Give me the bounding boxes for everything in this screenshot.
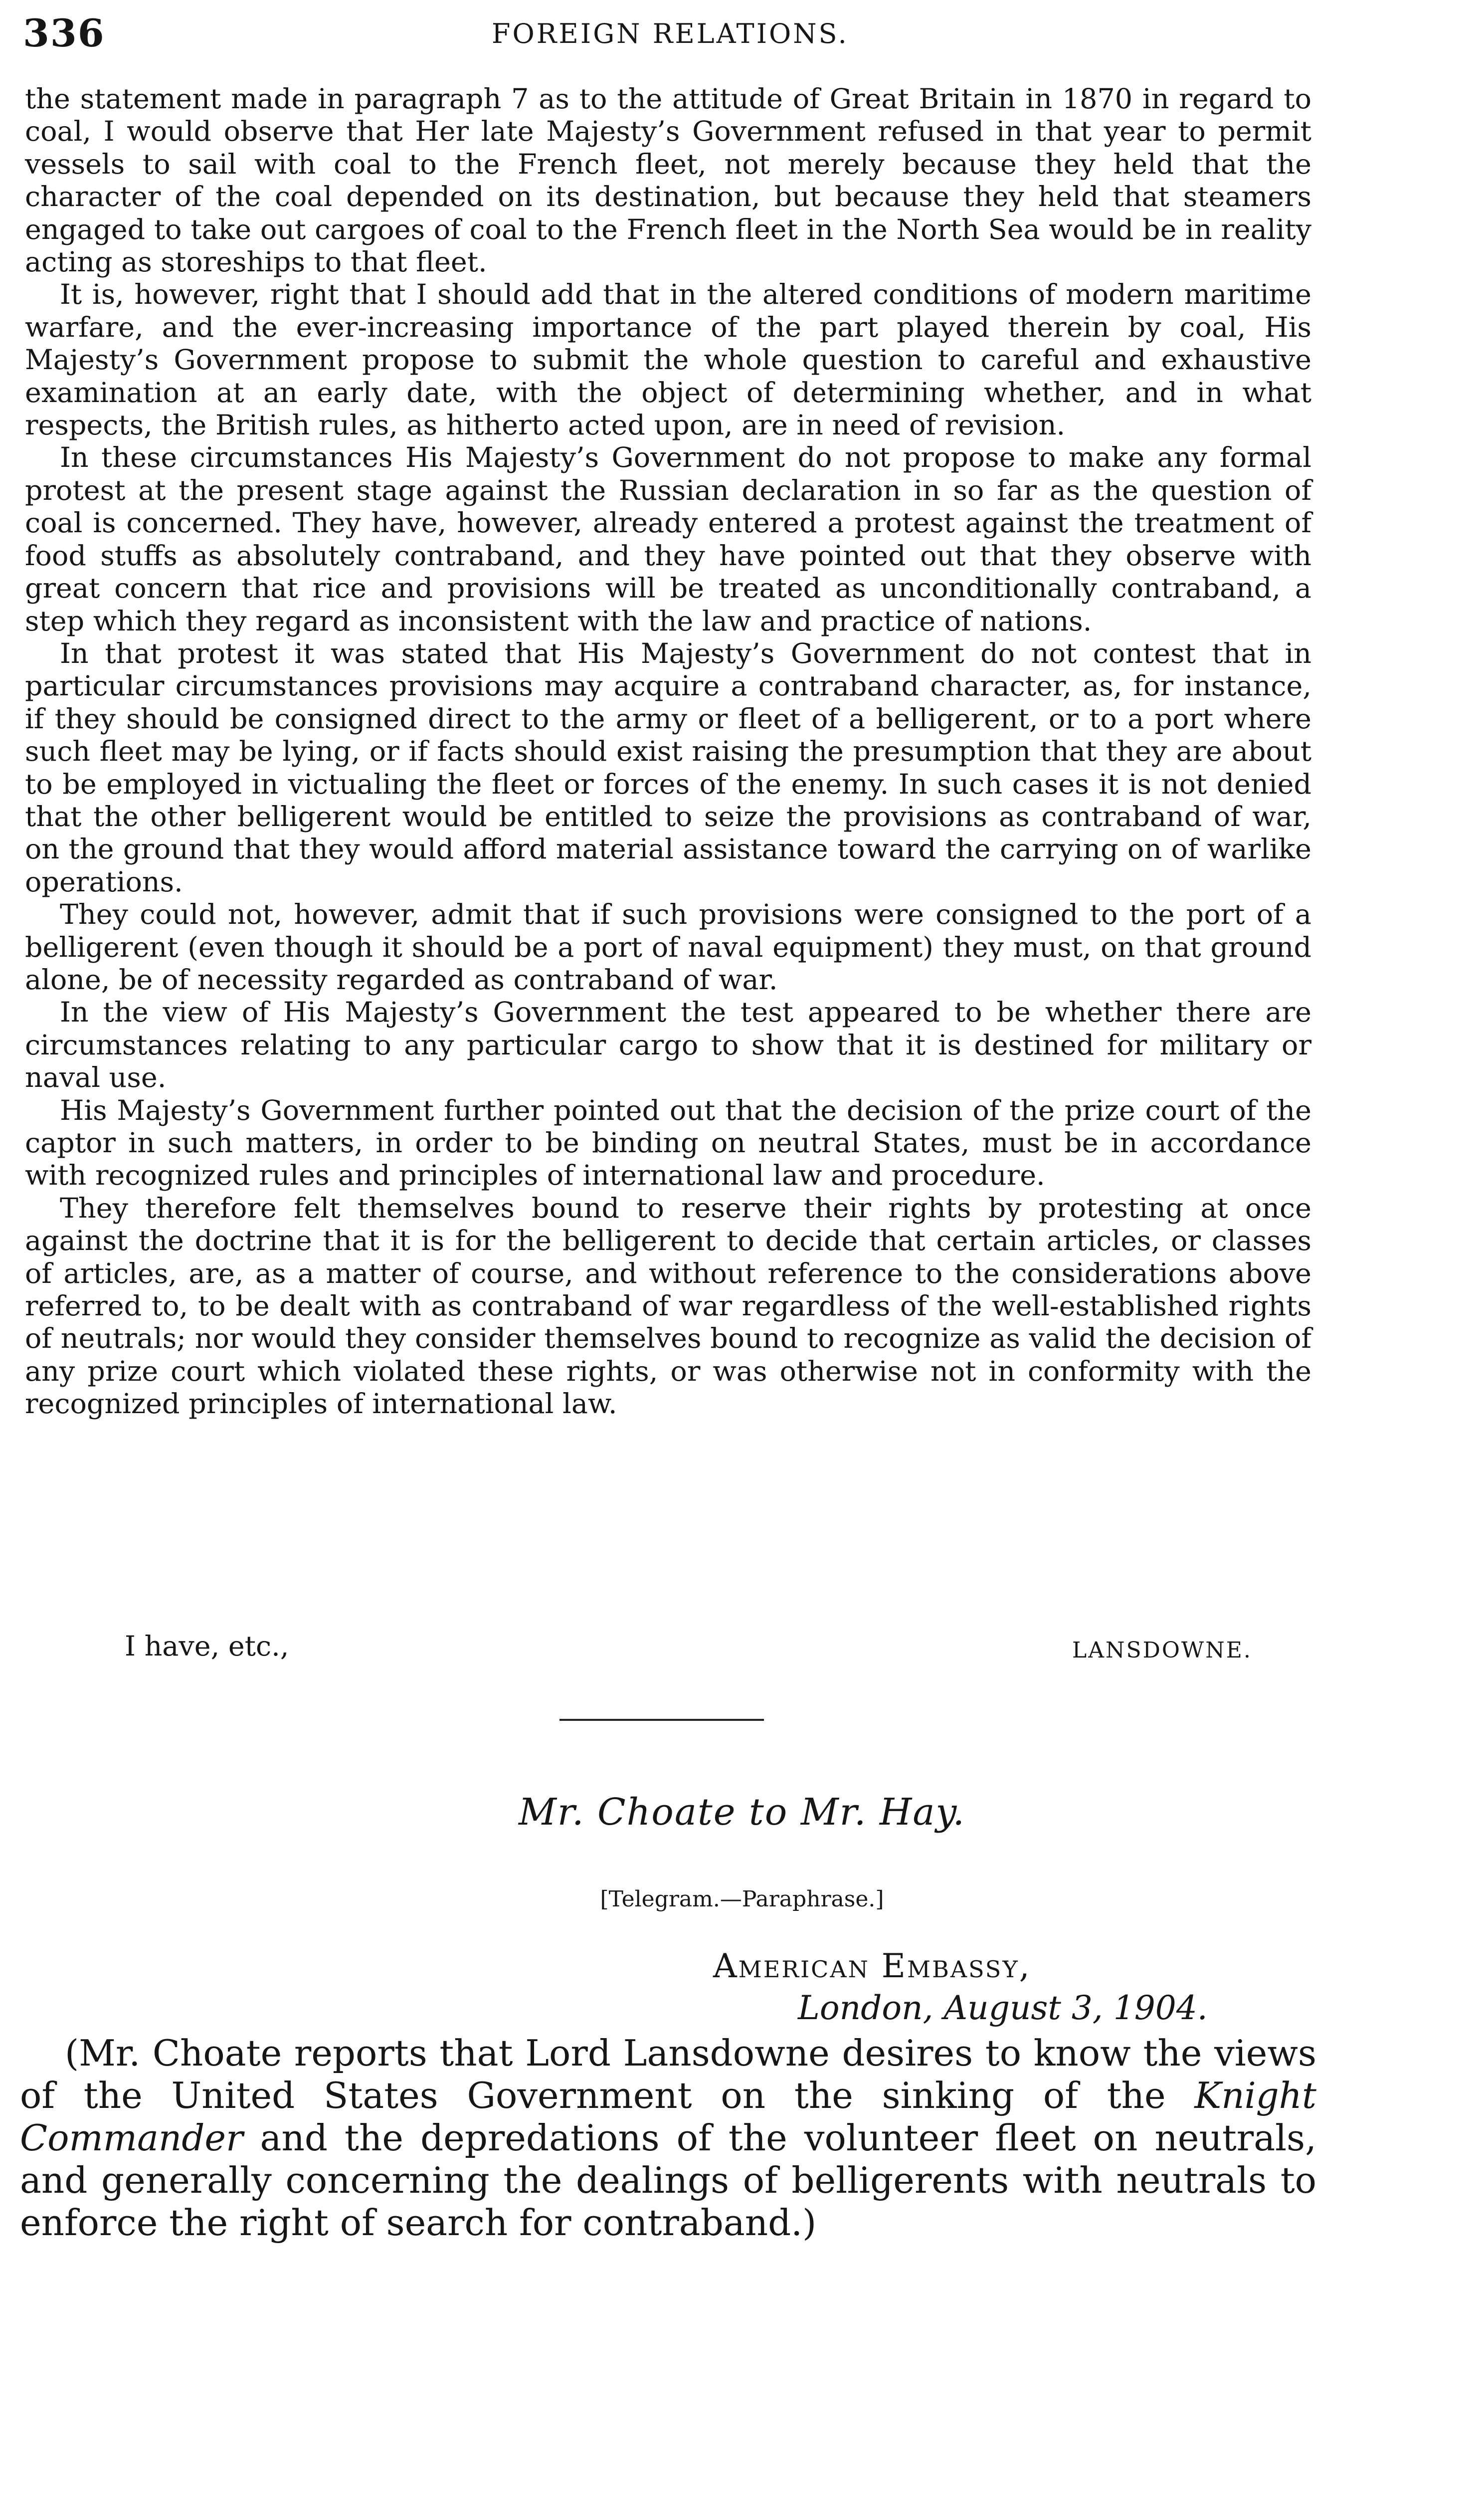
paragraph-2: It is, however, right that I should add that in the altered conditions of modern maritime warfare, and the ever-increasing importance of the part played therein by coal, His Majesty’s Government propose to submit the whole question to careful and exhaustive examination at an early date, with the object of determining whether, and in what respects, the British rules, as hitherto acted upon, are in need of revision. xyxy=(25,278,1311,442)
paragraph-7: His Majesty’s Government further pointed out that the decision of the prize court of the captor in such matters, in order to be binding on neutral States, must be in accordance with recognized rules and principles of international law and procedure. xyxy=(25,1094,1311,1192)
paragraph-4: In that protest it was stated that His Majesty’s Government do not contest that in particular circumstances provisions may acquire a contraband character, as, for instance, if they should be consigned direct to the army or fleet of a belligerent, or to a port where such fleet may be lying, or if facts should exist raising the presumption that they are about to be employed in victualing the fleet or forces of the enemy. In such cases it is not denied that the other belligerent would be entitled to seize the provisions as contraband of war, on the ground that they would afford material assistance toward the carrying on of warlike operations. xyxy=(25,637,1311,898)
telegram-summary xyxy=(20,2032,1316,2244)
paragraph-1: the statement made in paragraph 7 as to the attitude of Great Britain in 1870 in regard to coal, I would observe that Her late Majesty’s Government refused in that year to permit vessels to sail with coal to the French fleet, not merely because they held that the character of the coal depended on its destination, but because they held that steamers engaged to take out cargoes of coal to the French fleet in the North Sea would be in reality acting as storeships to that fleet. xyxy=(25,83,1311,279)
summary-text-start: (Mr. Choate reports that Lord Lansdowne desires to know the views of the United States Government on the sinking of the xyxy=(20,2032,1316,2116)
page-number: 336 xyxy=(23,11,105,55)
paragraph-6: In the view of His Majesty’s Government the test appeared to be whether there are circumstances relating to any particular cargo to show that it is destined for military or naval use. xyxy=(25,996,1311,1094)
dateline-place: American Embassy, xyxy=(713,1947,1031,1985)
paragraph-5: They could not, however, admit that if such provisions were consigned to the port of a belligerent (even though it should be a port of naval equipment) they must, on that ground alone, be of necessity regarded as contraband of war. xyxy=(25,898,1311,996)
dateline xyxy=(708,1945,1326,2029)
paragraph-8: They therefore felt themselves bound to reserve their rights by protesting at once against the doctrine that it is for the belligerent to decide that certain articles, or classes of articles, are, as a matter of course, and without reference to the considerations above referred to, to be dealt with as contraband of war regardless of the well-established rights of neutrals; nor would they consider themselves bound to recognize as valid the decision of any prize court which violated these rights, or was otherwise not in conformity with the recognized principles of international law. xyxy=(25,1192,1311,1421)
letter-body xyxy=(25,83,1311,1421)
document-subtitle: [Telegram.—Paraphrase.] xyxy=(600,1886,884,1912)
running-head: FOREIGN RELATIONS. xyxy=(492,18,849,49)
section-divider xyxy=(559,1719,764,1721)
summary-text-end: and the depredations of the volunteer fleet on neutrals, and generally concerning the dealings of belligerents with neutrals to enforce the right of search for contraband.) xyxy=(20,2117,1316,2244)
document-title: Mr. Choate to Mr. Hay. xyxy=(518,1791,966,1834)
page-header xyxy=(23,11,1329,61)
signature: LANSDOWNE. xyxy=(1072,1638,1252,1663)
paragraph-3: In these circumstances His Majesty’s Government do not propose to make any formal protest at the present stage against the Russian declaration in so far as the question of coal is concerned. They have, however, already entered a protest against the treatment of food stuffs as absolutely contraband, and they have pointed out that they observe with great concern that rice and provisions will be treated as unconditionally contraband, a step which they regard as inconsistent with the law and practice of nations. xyxy=(25,441,1311,637)
dateline-date: London, August 3, 1904. xyxy=(798,1989,1208,2027)
ship-name: Knight Commander xyxy=(20,2075,1316,2159)
closing-text: I have, etc., xyxy=(125,1630,289,1663)
